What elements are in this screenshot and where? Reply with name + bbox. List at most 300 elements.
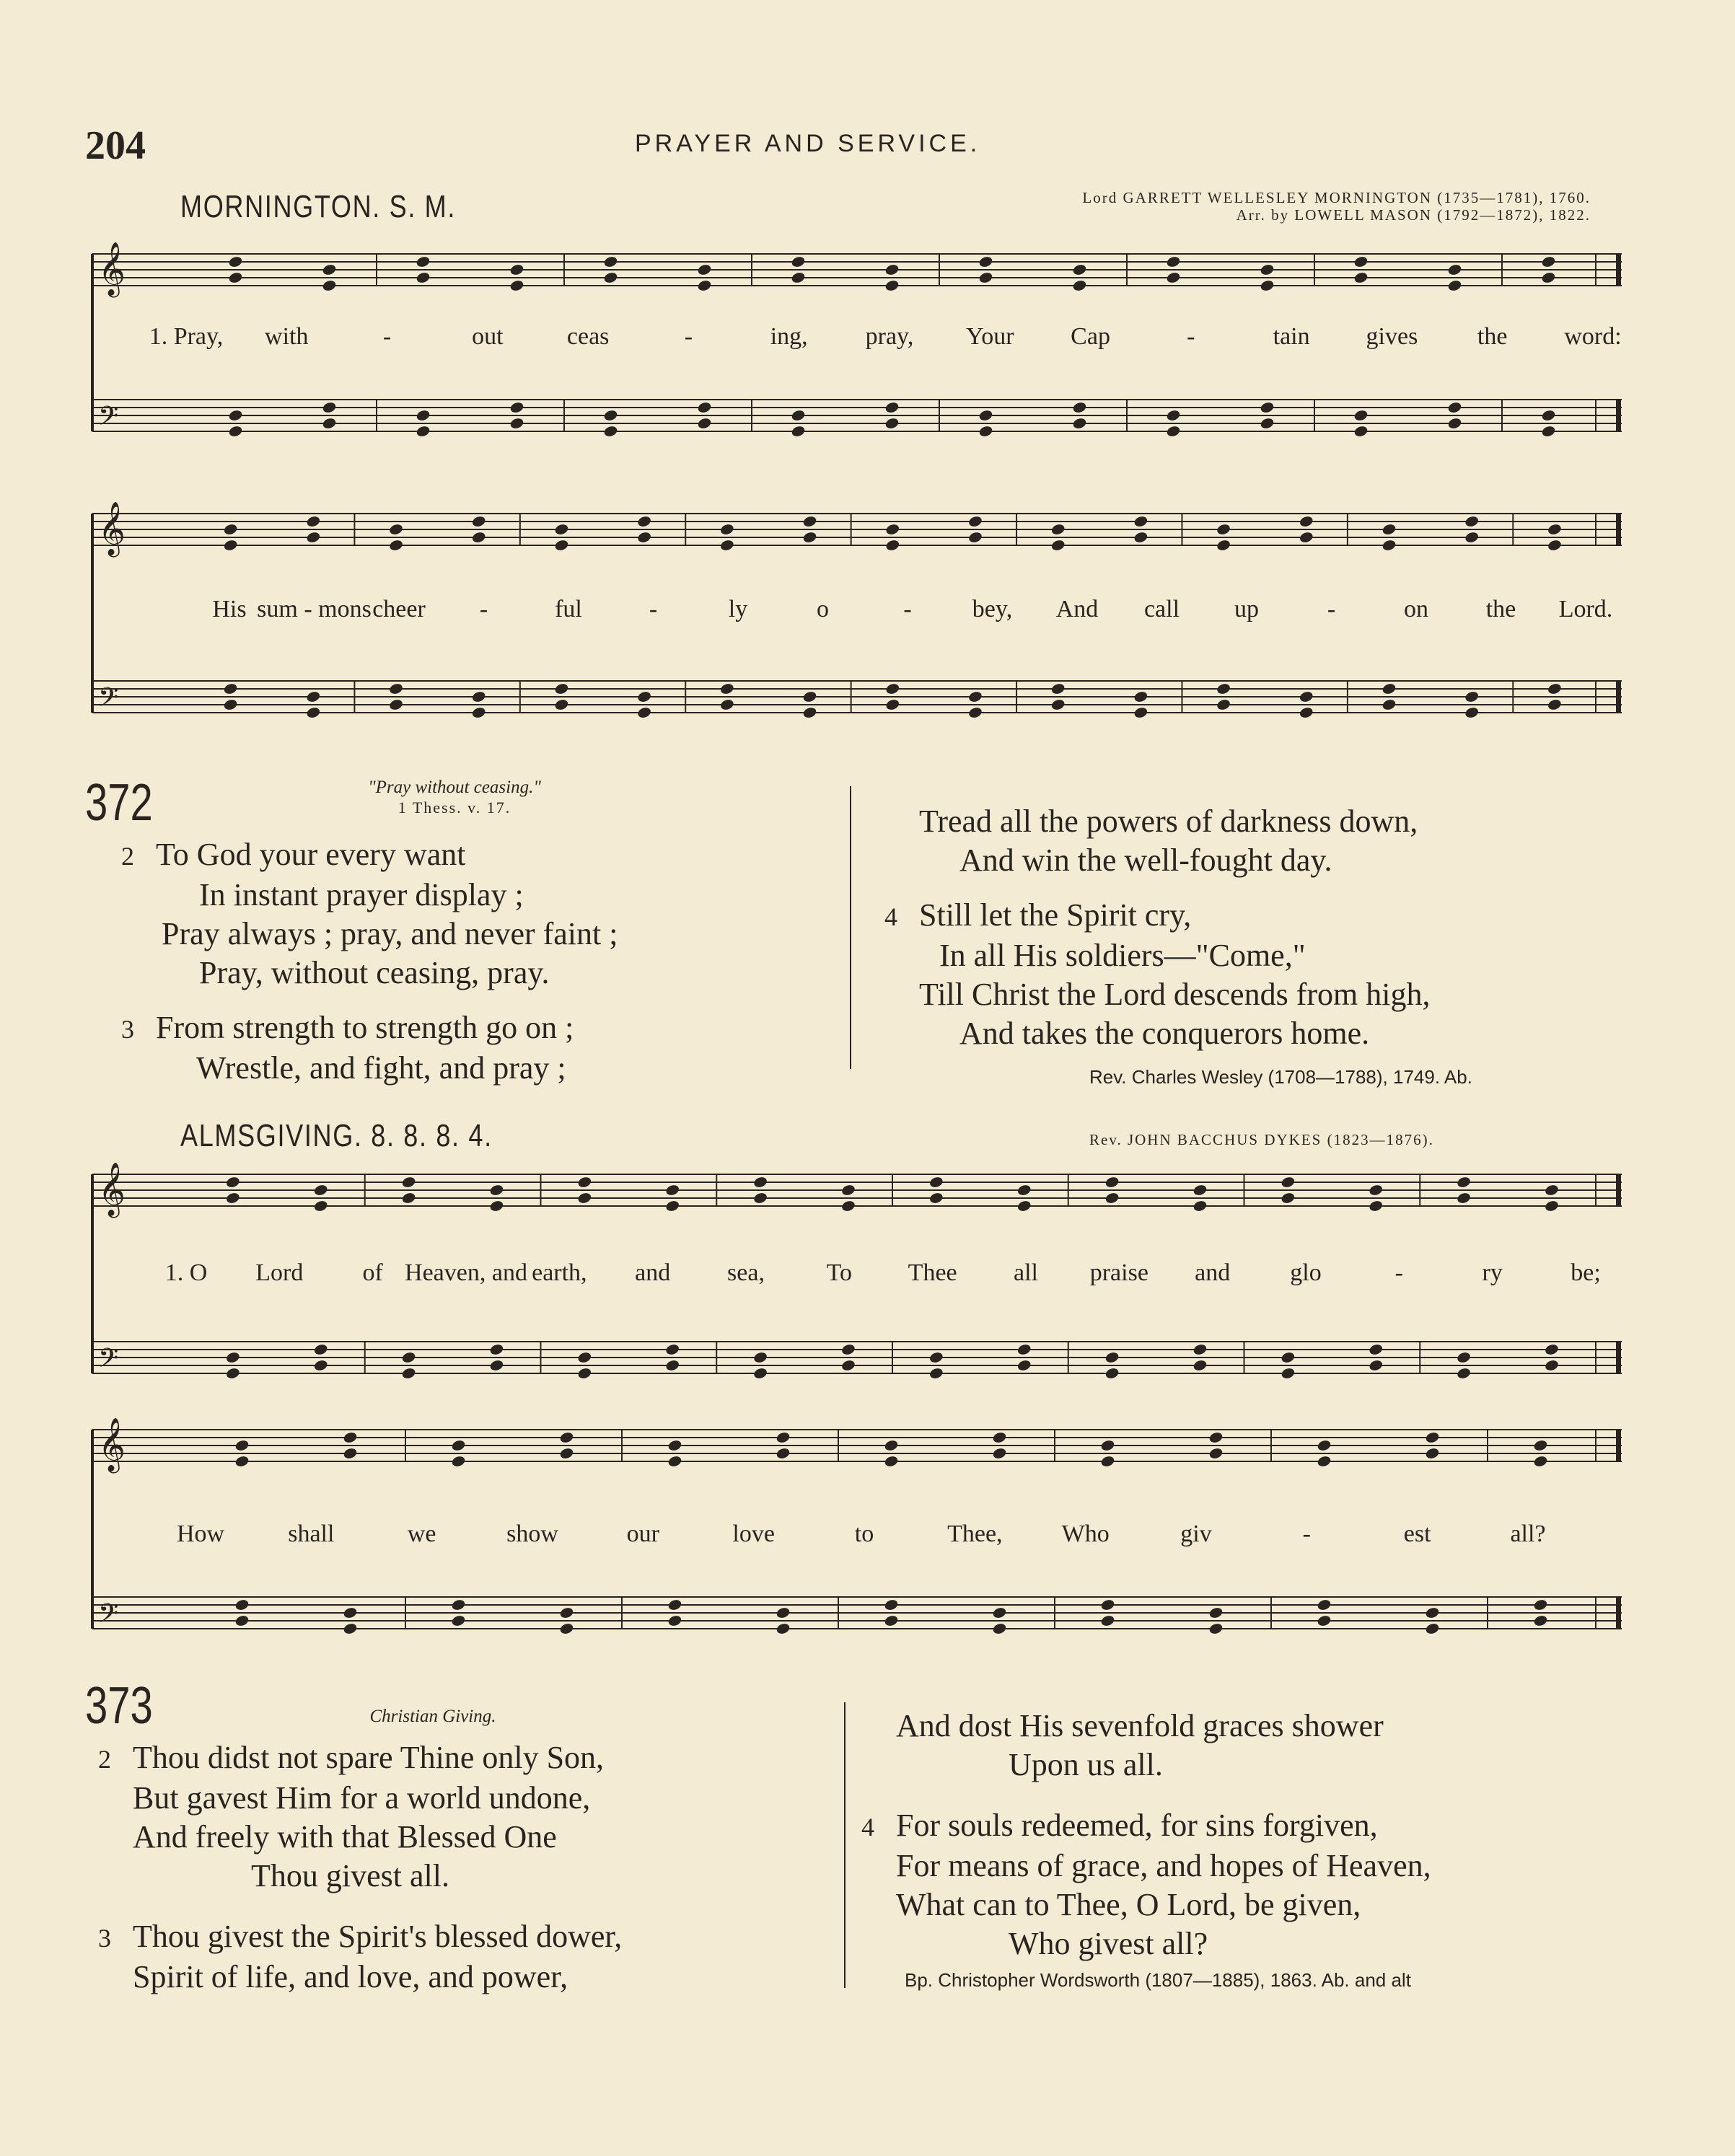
note-head: [776, 1431, 791, 1444]
lyric-syllable: -: [1302, 1521, 1311, 1547]
note-head: [577, 1176, 592, 1189]
lyric-syllable: call: [1143, 596, 1180, 622]
note-head: [313, 1343, 328, 1356]
note-head: [992, 1606, 1007, 1619]
running-head: PRAYER AND SERVICE.: [635, 130, 981, 157]
note-head: [489, 1343, 504, 1356]
note-head: [884, 263, 900, 276]
note-head: [1369, 1359, 1384, 1372]
note-head: [719, 698, 734, 711]
note-head: [1104, 1176, 1120, 1189]
note-head: [1100, 1439, 1115, 1452]
lyric-syllable: est: [1403, 1521, 1431, 1547]
note-head: [223, 539, 238, 552]
lyric-syllable: our: [626, 1521, 659, 1547]
note-head: [313, 1359, 328, 1372]
note-head: [1317, 1439, 1332, 1452]
hymn-372-column-left: 2 To God your every want In instant prayer display ; Pray always ; pray, and never faint ; Pray, without ceasing, pray. 3 From strength to strength go on ; Wrestle, and fight, and pray ;: [121, 837, 618, 1086]
note-head: [1447, 279, 1462, 292]
note-head: [416, 425, 431, 438]
note-head: [802, 690, 817, 703]
note-head: [1216, 682, 1231, 695]
lyric-syllable: -: [479, 596, 488, 622]
lyric-syllable: shall: [288, 1521, 335, 1547]
lyric-syllable: Lord: [255, 1259, 304, 1286]
note-head: [884, 401, 900, 414]
note-head: [665, 1359, 680, 1372]
note-head: [665, 1184, 680, 1197]
tune-credit-almsgiving: Rev. JOHN BACCHUS DYKES (1823—1876).: [1089, 1131, 1434, 1148]
note-head: [471, 515, 486, 528]
note-head: [885, 523, 900, 536]
lyric-syllable: Your: [966, 323, 1014, 350]
lyric-syllable: -: [1394, 1259, 1403, 1286]
note-head: [752, 1192, 768, 1205]
bass-clef-icon: 𝄢: [98, 1343, 119, 1380]
lyric-syllable: praise: [1089, 1259, 1148, 1286]
note-head: [306, 515, 321, 528]
note-head: [636, 515, 651, 528]
lyric-syllable: To: [826, 1259, 853, 1286]
note-head: [603, 255, 618, 268]
lyric-syllable: How: [176, 1521, 225, 1547]
note-head: [1541, 271, 1556, 284]
note-head: [978, 409, 993, 422]
note-head: [1072, 417, 1087, 430]
note-head: [1369, 1343, 1384, 1356]
final-bar-line: [1616, 1342, 1621, 1373]
note-head: [416, 271, 431, 284]
note-head: [577, 1192, 592, 1205]
page-number: 204: [85, 123, 146, 168]
note-head: [559, 1447, 574, 1460]
note-head: [697, 417, 712, 430]
note-head: [228, 425, 243, 438]
lyric-syllable: o: [817, 596, 829, 622]
note-head: [1382, 539, 1397, 552]
note-head: [577, 1367, 592, 1380]
lyric-syllable: Lord.: [1558, 596, 1613, 622]
note-head: [791, 425, 806, 438]
lyric-syllable: to: [854, 1521, 874, 1547]
note-head: [1192, 1200, 1208, 1213]
hymn-number-373: 373: [85, 1677, 153, 1735]
note-head: [1281, 1367, 1296, 1380]
note-head: [416, 255, 431, 268]
hymn-373-column-right: And dost His sevenfold graces shower Upon us all. 4 For souls redeemed, for sins forgiven, For means of grace, and hopes of Heaven, What can to Thee, O Lord, be given, Who givest all?: [861, 1708, 1431, 1961]
lyric-syllable: glo: [1290, 1259, 1322, 1286]
note-head: [1104, 1192, 1120, 1205]
note-head: [1216, 523, 1231, 536]
note-head: [343, 1622, 358, 1635]
note-head: [1133, 531, 1148, 544]
note-head: [577, 1351, 592, 1364]
lyric-syllable: pray,: [865, 323, 914, 350]
note-head: [1133, 515, 1148, 528]
note-head: [802, 531, 817, 544]
note-head: [1260, 279, 1275, 292]
note-head: [1541, 409, 1556, 422]
hymn-372-motto: "Pray without ceasing." 1 Thess. v. 17.: [368, 778, 541, 817]
note-head: [313, 1184, 328, 1197]
note-head: [967, 706, 983, 719]
note-head: [884, 417, 900, 430]
lyric-syllable: all?: [1510, 1521, 1546, 1547]
note-head: [1456, 1351, 1471, 1364]
note-head: [791, 271, 806, 284]
note-head: [451, 1598, 466, 1611]
note-head: [1317, 1455, 1332, 1468]
note-head: [451, 1614, 466, 1627]
note-head: [752, 1176, 768, 1189]
treble-clef-icon: 𝄞: [98, 1418, 126, 1471]
lyric-syllable: 1. O: [164, 1259, 208, 1286]
treble-clef-icon: 𝄞: [98, 242, 126, 296]
final-bar-line: [1616, 400, 1621, 431]
column-divider-372: [850, 786, 851, 1069]
lyric-syllable: earth,: [532, 1259, 587, 1286]
note-head: [1133, 706, 1148, 719]
tune-title-almsgiving: ALMSGIVING. 8. 8. 8. 4.: [180, 1118, 493, 1153]
note-head: [471, 706, 486, 719]
note-head: [992, 1447, 1007, 1460]
note-head: [322, 263, 337, 276]
note-head: [1016, 1200, 1032, 1213]
lyric-syllable: ceas: [566, 323, 610, 350]
note-head: [1072, 279, 1087, 292]
lyric-syllable: show: [506, 1521, 558, 1547]
note-head: [802, 515, 817, 528]
note-head: [1208, 1431, 1224, 1444]
note-head: [840, 1200, 856, 1213]
note-head: [636, 531, 651, 544]
bass-clef-icon: 𝄢: [98, 401, 119, 438]
note-head: [343, 1447, 358, 1460]
note-head: [401, 1176, 416, 1189]
lyric-syllable: Cap: [1071, 323, 1110, 350]
lyric-syllable: all: [1014, 1259, 1038, 1286]
note-head: [471, 531, 486, 544]
note-head: [489, 1359, 504, 1372]
lyric-syllable: Heaven, and: [405, 1259, 527, 1286]
note-head: [928, 1176, 944, 1189]
note-head: [1544, 1343, 1559, 1356]
note-head: [1260, 263, 1275, 276]
lyric-syllable: we: [407, 1521, 436, 1547]
note-head: [1166, 425, 1181, 438]
note-head: [489, 1184, 504, 1197]
note-head: [928, 1351, 944, 1364]
lyric-syllable: the: [1477, 323, 1508, 350]
note-head: [1166, 271, 1181, 284]
note-head: [1133, 690, 1148, 703]
note-head: [306, 531, 321, 544]
note-head: [1547, 523, 1562, 536]
lyric-syllable: giv: [1180, 1521, 1212, 1547]
note-head: [1100, 1614, 1115, 1627]
note-head: [1100, 1455, 1115, 1468]
note-head: [1464, 531, 1480, 544]
note-head: [559, 1431, 574, 1444]
note-head: [559, 1622, 574, 1635]
note-head: [776, 1606, 791, 1619]
hymn-372-column-right: Tread all the powers of darkness down, And win the well-fought day. 4 Still let the Spirit cry, In all His soldiers—"Come," Till Christ the Lord descends from high, And takes the conquerors home.: [884, 804, 1431, 1051]
note-head: [225, 1367, 240, 1380]
note-head: [1260, 401, 1275, 414]
note-head: [1464, 706, 1480, 719]
lyric-syllable: Who: [1061, 1521, 1110, 1547]
note-head: [884, 1439, 899, 1452]
note-head: [967, 531, 983, 544]
note-head: [885, 539, 900, 552]
note-head: [992, 1431, 1007, 1444]
lyric-syllable: Thee: [908, 1259, 957, 1286]
lyric-syllable: cheer: [372, 596, 426, 622]
note-head: [1208, 1447, 1224, 1460]
note-head: [1353, 255, 1369, 268]
note-head: [1299, 531, 1314, 544]
note-head: [1447, 401, 1462, 414]
note-head: [1299, 690, 1314, 703]
note-head: [967, 690, 983, 703]
note-head: [1299, 706, 1314, 719]
note-head: [401, 1192, 416, 1205]
note-head: [697, 401, 712, 414]
note-head: [554, 682, 569, 695]
note-head: [1353, 409, 1369, 422]
note-head: [1016, 1359, 1032, 1372]
lyric-syllable: out: [472, 323, 504, 350]
note-head: [509, 279, 524, 292]
lyric-syllable: and: [635, 1259, 671, 1286]
note-head: [1208, 1622, 1224, 1635]
lyric-syllable: His: [212, 596, 247, 622]
note-head: [752, 1367, 768, 1380]
note-head: [1369, 1184, 1384, 1197]
note-head: [1425, 1622, 1440, 1635]
note-head: [1281, 1351, 1296, 1364]
note-head: [223, 682, 238, 695]
note-head: [1541, 425, 1556, 438]
lyric-syllable: ing,: [770, 323, 808, 350]
note-head: [313, 1200, 328, 1213]
note-head: [776, 1622, 791, 1635]
lyric-syllable: -: [1327, 596, 1336, 622]
note-head: [1192, 1359, 1208, 1372]
note-head: [1541, 255, 1556, 268]
note-head: [1050, 539, 1066, 552]
lyric-syllable: be;: [1571, 1259, 1601, 1286]
note-head: [776, 1447, 791, 1460]
lyric-syllable: and: [1195, 1259, 1231, 1286]
note-head: [306, 690, 321, 703]
note-head: [1544, 1359, 1559, 1372]
note-head: [603, 425, 618, 438]
note-head: [234, 1598, 250, 1611]
note-head: [234, 1614, 250, 1627]
note-head: [1447, 417, 1462, 430]
note-head: [416, 409, 431, 422]
note-head: [234, 1455, 250, 1468]
note-head: [928, 1192, 944, 1205]
bass-clef-icon: 𝄢: [98, 682, 119, 719]
treble-clef-icon: 𝄞: [98, 502, 126, 555]
note-head: [667, 1598, 682, 1611]
note-head: [1192, 1343, 1208, 1356]
note-head: [1456, 1367, 1471, 1380]
final-bar-line: [1616, 681, 1621, 713]
lyric-syllable: ry: [1482, 1259, 1503, 1286]
note-head: [1533, 1455, 1548, 1468]
note-head: [1100, 1598, 1115, 1611]
note-head: [1050, 698, 1066, 711]
note-head: [554, 698, 569, 711]
note-head: [306, 706, 321, 719]
note-head: [401, 1367, 416, 1380]
note-head: [791, 255, 806, 268]
final-bar-line: [1616, 1597, 1621, 1629]
note-head: [1533, 1614, 1548, 1627]
note-head: [1425, 1431, 1440, 1444]
note-head: [322, 401, 337, 414]
note-head: [451, 1439, 466, 1452]
note-head: [665, 1343, 680, 1356]
lyric-syllable: Thee,: [947, 1521, 1003, 1547]
note-head: [489, 1200, 504, 1213]
treble-clef-icon: 𝄞: [98, 1163, 126, 1216]
lyric-syllable: -: [684, 323, 693, 350]
lyric-syllable: of: [362, 1259, 383, 1286]
note-head: [978, 271, 993, 284]
lyric-syllable: -: [382, 323, 392, 350]
note-head: [884, 1614, 899, 1627]
note-head: [697, 279, 712, 292]
lyric-syllable: sum - mons: [257, 596, 372, 622]
note-head: [1464, 515, 1480, 528]
note-head: [1353, 425, 1369, 438]
note-head: [636, 690, 651, 703]
note-head: [451, 1455, 466, 1468]
note-head: [1072, 263, 1087, 276]
note-head: [1547, 698, 1562, 711]
note-head: [509, 401, 524, 414]
note-head: [223, 523, 238, 536]
note-head: [228, 271, 243, 284]
lyric-syllable: the: [1485, 596, 1516, 622]
lyric-syllable: love: [732, 1521, 775, 1547]
note-head: [225, 1192, 240, 1205]
note-head: [884, 279, 900, 292]
note-head: [1456, 1176, 1471, 1189]
lyric-syllable: on: [1404, 596, 1428, 622]
note-head: [978, 255, 993, 268]
note-head: [388, 539, 403, 552]
note-head: [697, 263, 712, 276]
note-head: [225, 1351, 240, 1364]
lyrics-line-2: [85, 596, 1629, 625]
note-head: [1382, 523, 1397, 536]
tune-credit-mornington: Lord GARRETT WELLESLEY MORNINGTON (1735—1781), 1760. Arr. by LOWELL MASON (1792—1872), 1822.: [1082, 189, 1591, 224]
note-head: [1369, 1200, 1384, 1213]
note-head: [978, 425, 993, 438]
tune-title-mornington: MORNINGTON. S. M.: [180, 189, 457, 224]
note-head: [509, 263, 524, 276]
note-head: [884, 1598, 899, 1611]
note-head: [1317, 1598, 1332, 1611]
lyric-syllable: -: [1187, 323, 1195, 350]
note-head: [752, 1351, 768, 1364]
note-head: [885, 698, 900, 711]
note-head: [1425, 1447, 1440, 1460]
final-bar-line: [1616, 514, 1621, 545]
note-head: [1547, 539, 1562, 552]
note-head: [343, 1606, 358, 1619]
note-head: [719, 523, 734, 536]
note-head: [225, 1176, 240, 1189]
note-head: [509, 417, 524, 430]
lyric-syllable: ly: [728, 596, 748, 622]
final-bar-line: [1616, 1174, 1621, 1206]
note-head: [223, 698, 238, 711]
note-head: [636, 706, 651, 719]
hymn-number-372: 372: [85, 774, 153, 832]
lyric-syllable: -: [903, 596, 912, 622]
note-head: [802, 706, 817, 719]
note-head: [719, 539, 734, 552]
lyric-syllable: gives: [1366, 323, 1418, 350]
note-head: [884, 1455, 899, 1468]
note-head: [234, 1439, 250, 1452]
note-head: [1447, 263, 1462, 276]
note-head: [388, 682, 403, 695]
note-head: [1208, 1606, 1224, 1619]
lyric-syllable: up: [1234, 596, 1259, 622]
note-head: [603, 409, 618, 422]
note-head: [388, 698, 403, 711]
note-head: [401, 1351, 416, 1364]
column-divider-373: [844, 1702, 845, 1988]
note-head: [840, 1184, 856, 1197]
lyric-syllable: sea,: [727, 1259, 765, 1286]
note-head: [665, 1200, 680, 1213]
note-head: [1456, 1192, 1471, 1205]
note-head: [1544, 1184, 1559, 1197]
note-head: [1281, 1176, 1296, 1189]
note-head: [967, 515, 983, 528]
note-head: [667, 1614, 682, 1627]
note-head: [667, 1439, 682, 1452]
note-head: [719, 682, 734, 695]
note-head: [1425, 1606, 1440, 1619]
note-head: [1166, 255, 1181, 268]
note-head: [1072, 401, 1087, 414]
final-bar-line: [1616, 254, 1621, 286]
note-head: [471, 690, 486, 703]
note-head: [1050, 523, 1066, 536]
note-head: [791, 409, 806, 422]
note-head: [228, 255, 243, 268]
note-head: [1533, 1439, 1548, 1452]
note-head: [1104, 1367, 1120, 1380]
note-head: [1192, 1184, 1208, 1197]
lyric-syllable: bey,: [972, 596, 1013, 622]
note-head: [840, 1343, 856, 1356]
note-head: [1464, 690, 1480, 703]
lyrics-line-3: [85, 1259, 1629, 1288]
note-head: [228, 409, 243, 422]
hymn-372-author: Rev. Charles Wesley (1708—1788), 1749. Ab.: [1089, 1066, 1472, 1088]
hymn-373-motto: Christian Giving.: [369, 1707, 496, 1726]
